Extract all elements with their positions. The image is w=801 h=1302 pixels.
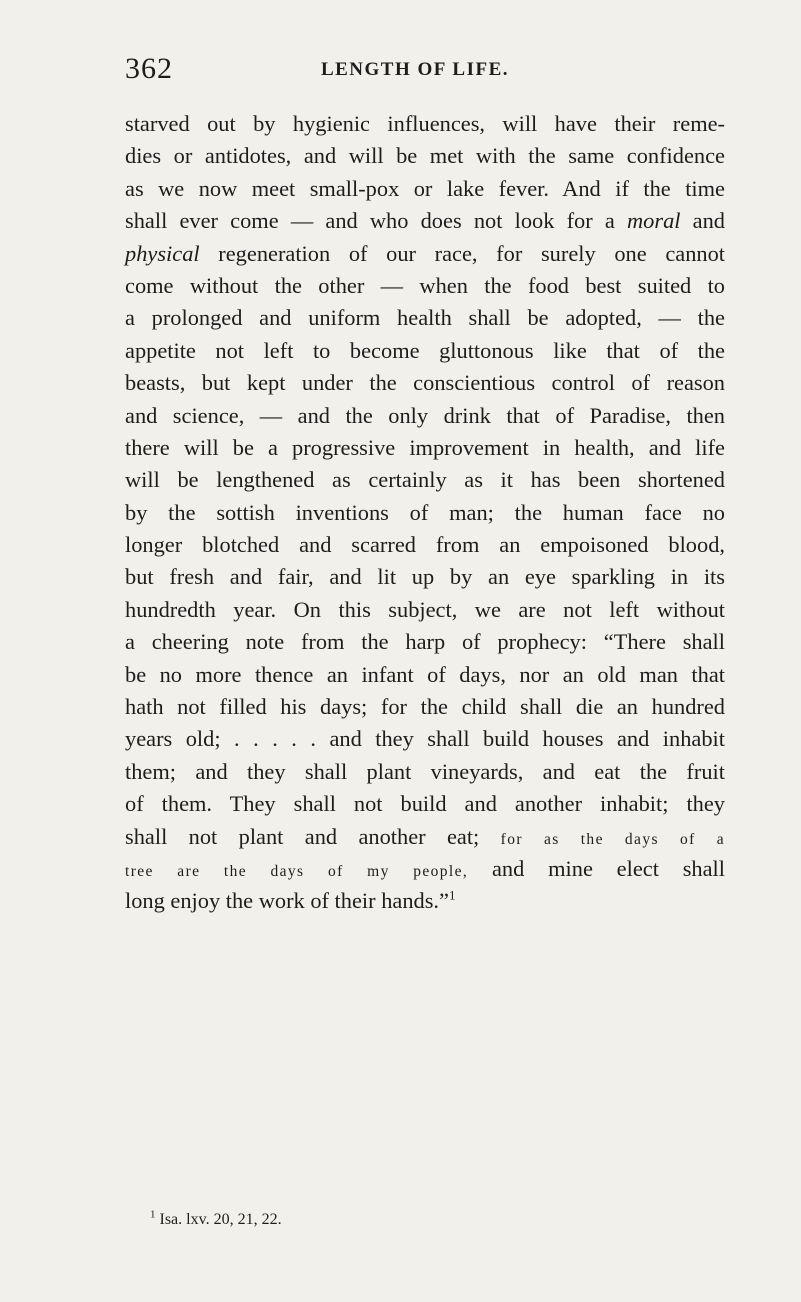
text-line: by the sottish inventions of man; the human face no (125, 499, 725, 525)
text-line (125, 853, 725, 885)
text-line: appetite not left to become gluttonous like that of the (125, 337, 725, 363)
text-line: starved out by hygienic influences, will have their reme- (125, 111, 725, 136)
text-segment: shall ever come — and who does not look for a (125, 208, 627, 234)
text-line: a cheering note from the harp of prophecy: “There shall (125, 629, 725, 655)
small-caps-text: tree are the days of my people, (125, 862, 469, 880)
italic-word-moral: moral (626, 208, 681, 234)
italic-word-physical: physical (125, 240, 200, 266)
text-segment: and mine elect shall (468, 855, 725, 881)
text-line: there will be a progressive improvement in health, and life (125, 434, 725, 460)
footnote-text: Isa. lxv. 20, 21, 22. (159, 1211, 282, 1228)
page-number: 362 (125, 52, 173, 85)
text-line (125, 238, 725, 270)
text-line: hundredth year. On this subject, we are not left without (125, 596, 725, 622)
text-line: dies or antidotes, and will be met with the same confidence (125, 143, 725, 169)
text-line: of them. They shall not build and another inhabit; they (125, 791, 725, 817)
text-line: and science, — and the only drink that of Paradise, then (125, 402, 725, 428)
text-line: beasts, but kept under the conscientious control of reason (125, 370, 725, 396)
text-line: come without the other — when the food best suited to (125, 272, 725, 298)
text-segment: long enjoy the work of their hands.” (125, 888, 449, 914)
text-line: will be lengthened as certainly as it has been shortened (125, 467, 725, 493)
text-line: be no more thence an infant of days, nor an old man that (125, 661, 725, 687)
text-line (125, 205, 725, 237)
small-caps-text: for as the days of a (500, 830, 725, 848)
text-line: longer blotched and scarred from an empoisoned blood, (125, 532, 725, 558)
text-line: hath not filled his days; for the child shall die an hundred (125, 694, 725, 720)
text-line: a prolonged and uniform health shall be adopted, — the (125, 305, 725, 331)
text-line (125, 885, 725, 917)
body-text (125, 108, 725, 918)
running-head (125, 52, 705, 86)
footnote-number: 1 (150, 1208, 156, 1221)
text-line: as we now meet small-pox or lake fever. And if the time (125, 175, 725, 201)
footnote-marker: 1 (448, 887, 456, 903)
text-segment: shall not plant and another eat; (125, 823, 480, 849)
running-title: LENGTH OF LIFE. (320, 59, 510, 80)
text-line: but fresh and fair, and lit up by an eye sparkling in its (125, 564, 725, 590)
text-segment: and (680, 208, 725, 234)
text-line: them; and they shall plant vineyards, and eat the fruit (125, 758, 725, 784)
footnote (150, 1210, 282, 1230)
text-line: years old; . . . . . and they shall build houses and inhabit (125, 726, 725, 752)
text-segment: regeneration of our race, for surely one cannot (199, 240, 725, 266)
text-line (125, 821, 725, 853)
